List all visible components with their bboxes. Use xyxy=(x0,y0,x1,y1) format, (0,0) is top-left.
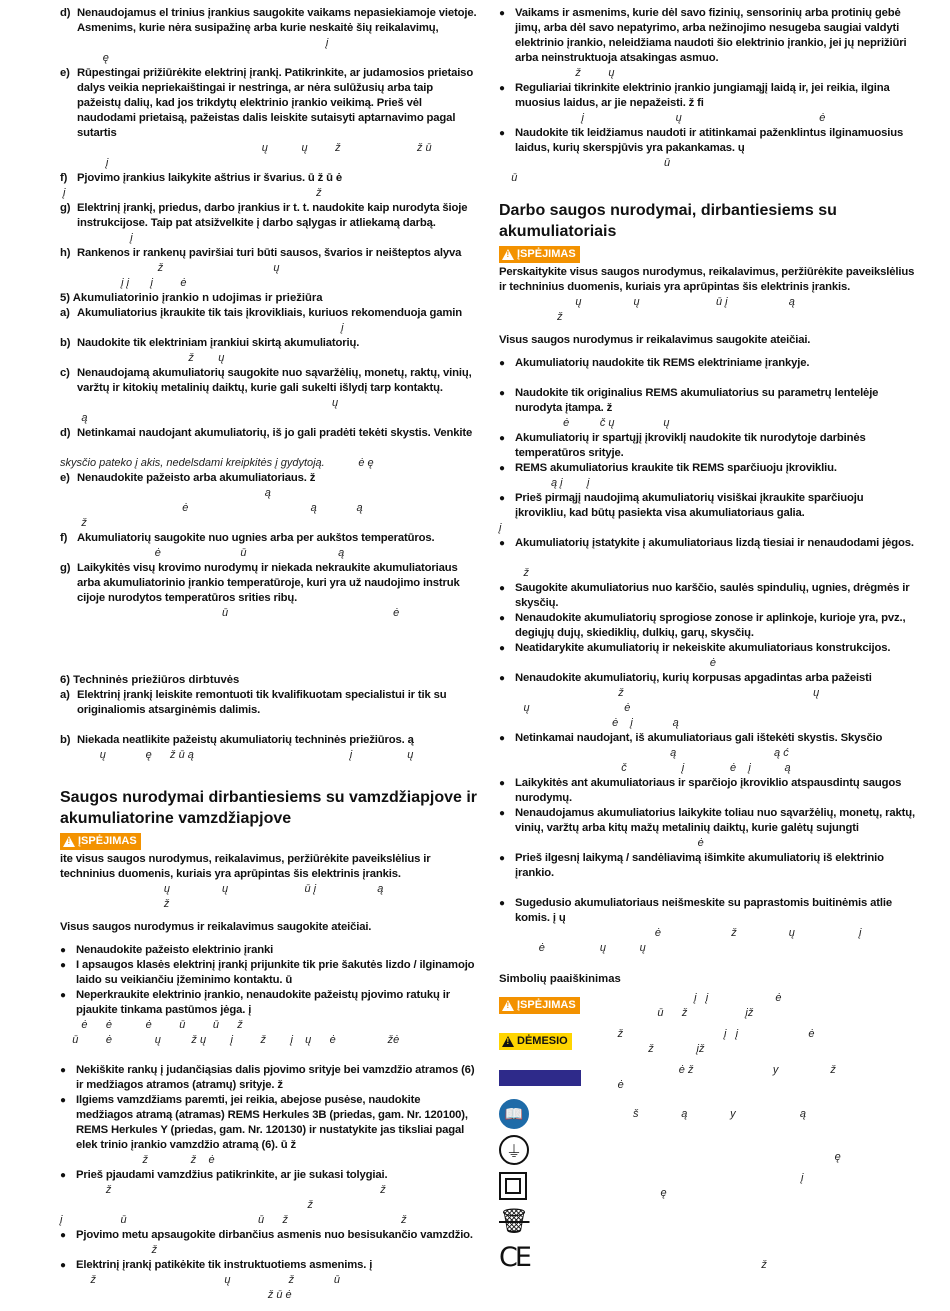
text-fragment: į į į ė xyxy=(60,277,187,289)
bullet-item xyxy=(60,1063,478,1093)
section-6-title: 6) Techninės priežiūros dirbtuvės xyxy=(60,674,240,686)
text-fragment: ė xyxy=(499,657,716,669)
bullet-item xyxy=(499,611,915,641)
text-fragment: ž ų xyxy=(499,67,615,79)
warning-badge xyxy=(499,997,580,1014)
item-text: Nenaudokite pažeisto arba akumuliatoriaus. ž xyxy=(77,472,316,484)
bullet-text: Saugokite akumuliatorius nuo karščio, saulės spindulių, ugnies, drėgmės ir skysčių. xyxy=(515,582,910,609)
legend-description xyxy=(581,991,915,1021)
text-fragment xyxy=(60,621,478,636)
bullet-icon: ● xyxy=(499,643,505,654)
item-marker: a) xyxy=(60,689,70,701)
text-fragment: ž ž ė xyxy=(60,1154,215,1166)
text-fragment: ų ų ū į ą xyxy=(60,883,384,895)
legend-row xyxy=(499,1135,915,1165)
text-fragment: ž xyxy=(499,567,529,579)
list-item xyxy=(60,471,478,486)
bullet-icon: ● xyxy=(499,538,505,549)
item-text: Akumuliatorius įkraukite tik tais įkrovikliais, kuriuos rekomenduoja gamin xyxy=(77,307,463,319)
legend-row xyxy=(499,1207,915,1237)
bullet-item xyxy=(499,581,915,611)
text-fragment: ų ę ž ū ą į ų xyxy=(60,749,414,761)
bullet-item xyxy=(60,1093,478,1153)
bullet-item xyxy=(499,806,915,836)
bullet-text: Laikykitės ant akumuliatoriaus ir sparčiojo įkroviklio atspausdintų saugos nurodymų. xyxy=(515,777,902,804)
item-marker: f) xyxy=(60,532,68,544)
legend-row xyxy=(499,1099,915,1129)
bullet-item xyxy=(499,491,915,521)
bullet-text: Nekiškite rankų į judančiąsias dalis pjovimo srityje bei vamzdžio atramos (6) ir medžiagos atramos (atramų) srityje. ž xyxy=(76,1064,475,1091)
battery-safety-title: Darbo saugos nurodymai, dirbantiesiems su akumuliatoriais xyxy=(499,202,837,240)
bullet-item xyxy=(499,6,915,66)
bullet-icon: ● xyxy=(499,853,505,864)
warning-label: ĮSPĖJIMAS xyxy=(517,248,576,260)
bullet-icon: ● xyxy=(499,673,505,684)
bullet-item xyxy=(499,851,915,881)
text-fragment: į xyxy=(581,1172,804,1184)
bullet-item xyxy=(499,356,915,371)
text-fragment: ą xyxy=(60,487,271,499)
bullet-item xyxy=(60,943,478,958)
bullet-text: Vaikams ir asmenims, kurie dėl savo fizinių, sensorinių arba protinių gebė jimų, arba dėl savo nepatyrimo, arba nežinojimo nesugeba saugiai valdyti elektrinio įrankio, neleidžiama naudoti šio elektrinio įrankio, jei jų neprižiūri arba neinstruktuoja atsakingas asmuo. xyxy=(515,7,907,64)
legend-symbol xyxy=(499,1172,581,1200)
bullet-icon: ● xyxy=(499,8,505,19)
text-fragment: ė ė ė ū ū ž xyxy=(60,1019,243,1031)
text-fragment: ž ų ž ū xyxy=(60,1274,340,1286)
text-fragment xyxy=(499,881,915,896)
bullet-icon: ● xyxy=(60,1170,66,1181)
item-text: Elektrinį įrankį leiskite remontuoti tik kvalifikuotam specialistui ir tik su originaliomis atsarginėmis dalimis. xyxy=(77,689,447,716)
bullet-text: REMS akumuliatorius kraukite tik REMS sparčiuoju įkrovikliu. xyxy=(515,462,837,474)
text-fragment xyxy=(581,1135,915,1150)
text-fragment: ę xyxy=(60,52,109,64)
earth-icon: ⏚ xyxy=(499,1135,529,1165)
text-fragment: ą xyxy=(60,412,88,424)
text-fragment: ž xyxy=(60,898,170,910)
bullet-icon: ● xyxy=(499,613,505,624)
legend-symbol xyxy=(499,997,581,1016)
item-marker: d) xyxy=(60,7,71,19)
bullet-item xyxy=(499,536,915,551)
bullet-icon: ● xyxy=(60,960,66,971)
bullet-text: Sugedusio akumuliatoriaus neišmeskite su paprastomis buitinėmis atlie komis. į ų xyxy=(515,897,892,924)
text-fragment: ą į į xyxy=(499,477,590,489)
text-fragment: ę xyxy=(581,1151,841,1163)
item-text: Netinkamai naudojant akumuliatorių, iš jo gali pradėti tekėti skystis. Venkite xyxy=(77,427,473,439)
bullet-item xyxy=(499,126,915,156)
bullet-item xyxy=(499,896,915,926)
legend-symbol xyxy=(499,1033,581,1052)
list-item xyxy=(60,6,478,36)
cable-safety-bullets xyxy=(499,6,915,186)
text-fragment: ž ų xyxy=(60,352,225,364)
text-fragment: ų ė xyxy=(499,702,631,714)
text-fragment: č į ė į ą xyxy=(499,762,791,774)
bullet-text: Neperkraukite elektrinio įrankio, nenaudokite pažeistų pjovimo ratukų ir pjaukite tinkama pastūmos jėga. į xyxy=(76,989,451,1016)
text-fragment: ė č ų ų xyxy=(499,417,670,429)
pipe-cutter-bullets xyxy=(60,943,478,1303)
warning-label: ĮSPĖJIMAS xyxy=(78,835,137,847)
bullet-icon: ● xyxy=(499,128,505,139)
bullet-item xyxy=(60,988,478,1018)
text-fragment: ū ž įž xyxy=(581,1007,754,1019)
legend-symbol xyxy=(499,1135,581,1165)
warning-triangle-icon xyxy=(502,1000,514,1011)
bullet-text: Akumuliatorių ir spartųjį įkroviklį naudokite tik nurodytoje darbinės temperatūros srityje. xyxy=(515,432,866,459)
bullet-icon: ● xyxy=(499,358,505,369)
text-fragment: ž xyxy=(60,517,87,529)
ce-mark: CE xyxy=(499,1242,529,1273)
item-marker: c) xyxy=(60,367,70,379)
list-item xyxy=(60,688,478,718)
text-fragment: ž įž xyxy=(581,1043,705,1055)
bullet-icon: ● xyxy=(60,1095,66,1106)
legend-symbol xyxy=(499,1070,581,1086)
caution-badge xyxy=(499,1033,572,1050)
text-fragment: ū xyxy=(499,157,671,169)
warning-label: ĮSPĖJIMAS xyxy=(517,998,576,1011)
item-marker: a) xyxy=(60,307,70,319)
text-fragment: ū xyxy=(499,172,518,184)
text-fragment: š ą y ą xyxy=(581,1107,806,1120)
legend-description xyxy=(581,1027,915,1057)
item-text: Pjovimo įrankius laikykite aštrius ir švarius. ū ž ū ė xyxy=(77,172,343,184)
bullet-icon: ● xyxy=(60,1260,66,1271)
list-item xyxy=(60,531,478,546)
read-manual-icon: 📖 xyxy=(499,1099,529,1129)
bullet-text: Pjovimo metu apsaugokite dirbančius asmenis nuo besisukančio vamzdžio. xyxy=(76,1229,473,1241)
bullet-icon: ● xyxy=(499,583,505,594)
text-fragment xyxy=(60,636,478,651)
item-marker: b) xyxy=(60,337,71,349)
text-fragment: į xyxy=(60,157,109,169)
text-fragment: ų ų ž ž ū xyxy=(60,142,432,154)
service-items xyxy=(60,688,478,763)
bullet-icon: ● xyxy=(60,945,66,956)
bullet-icon: ● xyxy=(499,778,505,789)
item-marker: f) xyxy=(60,172,68,184)
text-fragment xyxy=(581,1243,915,1258)
list-item xyxy=(60,171,478,186)
text-fragment: į xyxy=(60,322,344,334)
bullet-item xyxy=(499,671,915,686)
item-marker: e) xyxy=(60,472,70,484)
list-item xyxy=(60,426,478,441)
item-marker: h) xyxy=(60,247,71,259)
bullet-icon: ● xyxy=(499,808,505,819)
general-safety-items xyxy=(60,6,478,291)
pipe-intro: ite visus saugos nurodymus, reikalavimus, peržiūrėkite paveikslėlius ir techninius duomenis, kuriais yra aprūpintas šis elektrinis įrankis. xyxy=(60,853,431,880)
bullet-text: Akumuliatorių naudokite tik REMS elektriniame įrankyje. xyxy=(515,357,810,369)
item-text: Elektrinį įrankį, priedus, darbo įrankius ir t. t. naudokite kaip nurodyta šioje instrukcijose. Taip pat atsižvelkite į darbo sąlygas ir atliekamą darbą. xyxy=(77,202,468,229)
battery-bullets xyxy=(499,356,915,956)
text-fragment: ž ų xyxy=(499,687,820,699)
bullet-item xyxy=(60,1228,478,1243)
text-fragment: ų xyxy=(60,397,339,409)
bullet-item xyxy=(60,1168,478,1183)
bullet-text: Nenaudokite akumuliatorių sprogiose zonose ir aplinkoje, kurioje yra, pvz., degiųjų dujų, skiediklių, dulkių, garų, skysčių. xyxy=(515,612,906,639)
item-text: Rankenos ir rankenų paviršiai turi būti sausos, švarios ir neišteptos alyva xyxy=(77,247,462,259)
bullet-icon: ● xyxy=(499,83,505,94)
bullet-icon: ● xyxy=(499,898,505,909)
bullet-text: I apsaugos klasės elektrinį įrankį prijunkite tik prie šakutės lizdo / ilginamojo laido su veikiančiu įžeminimo kontaktu. ū xyxy=(76,959,475,986)
text-fragment xyxy=(60,441,478,456)
bullet-icon: ● xyxy=(499,733,505,744)
text-fragment: ū ė xyxy=(60,607,400,619)
bullet-text: Elektrinį įrankį patikėkite tik instruktuotiems asmenims. į xyxy=(76,1259,373,1271)
text-fragment: ą ą ć xyxy=(499,747,789,759)
class-ii-icon xyxy=(499,1172,527,1200)
warning-triangle-icon xyxy=(502,1036,514,1047)
text-fragment: ė xyxy=(499,837,704,849)
text-fragment: į ū ū ž ž xyxy=(60,1214,407,1226)
legend-description xyxy=(581,1063,915,1093)
text-fragment: ė ū ą xyxy=(60,547,345,559)
list-item xyxy=(60,336,478,351)
bullet-text: Nenaudokite akumuliatorių, kurių korpusas apgadintas arba pažeisti xyxy=(515,672,872,684)
text-fragment: ė xyxy=(581,1079,624,1091)
text-fragment: ė ž y ž xyxy=(581,1064,836,1076)
text-fragment: ž ū ė xyxy=(60,1289,292,1301)
text-fragment: į ų ė xyxy=(499,112,826,124)
text-fragment: ž į į ė xyxy=(581,1028,815,1040)
legend-description xyxy=(581,1107,915,1122)
bullet-text: Prieš ilgesnį laikymą / sandėliavimą išimkite akumuliatorių iš elektrinio įrankio. xyxy=(515,852,884,879)
section-5-title: 5) Akumuliatorinio įrankio n udojimas ir priežiūra xyxy=(60,292,323,304)
bullet-text: Ilgiems vamzdžiams paremti, jei reikia, abejose pusėse, naudokite medžiagos atramą (atramas) REMS Herkules 3B (priedas, gam. Nr. 120100), REMS Herkules Y (priedas, gam. Nr. 120130) ir nustatykite jas tiksliai pagal elek trinio įrankio vamzdžio atramą (6). ū ž xyxy=(76,1094,468,1151)
legend-symbol xyxy=(499,1099,581,1129)
notice-bar xyxy=(499,1070,581,1086)
list-item xyxy=(60,561,478,606)
text-fragment xyxy=(499,371,915,386)
bullet-text: Nenaudojamus akumuliatorius laikykite toliau nuo sąvaržėlių, monetų, raktų, vinių, varžtų arba kitų mažų metalinių daiktų, kurie galėtų sujungti xyxy=(515,807,915,834)
bullet-icon: ● xyxy=(60,1230,66,1241)
item-text: Nenaudojamą akumuliatorių saugokite nuo sąvaržėlių, monetų, raktų, vinių, varžtų ir kitokių metalinių daiktų, kurie gali sukelti išlydį tarp kontaktų. xyxy=(77,367,472,394)
text-fragment: ę xyxy=(581,1187,667,1199)
text-fragment: skysčio pateko į akis, nedelsdami kreipkitės į gydytoją. ė ę xyxy=(60,457,374,469)
legend-description xyxy=(581,1135,915,1165)
text-fragment: ž xyxy=(581,1259,767,1271)
text-fragment xyxy=(499,551,915,566)
bullet-item xyxy=(499,461,915,476)
text-fragment: į xyxy=(60,37,329,49)
text-fragment: ė į ą xyxy=(499,717,679,729)
bullet-icon: ● xyxy=(60,1065,66,1076)
legend-row xyxy=(499,1027,915,1057)
item-marker: g) xyxy=(60,562,71,574)
legend-row xyxy=(499,1243,915,1273)
text-fragment: ž ž xyxy=(60,1184,386,1196)
weee-icon: 🗑 xyxy=(499,1208,530,1235)
bullet-item xyxy=(499,386,915,416)
item-marker: b) xyxy=(60,734,71,746)
warning-triangle-icon xyxy=(63,836,75,847)
legend-row xyxy=(499,1063,915,1093)
list-item xyxy=(60,66,478,141)
legend-description xyxy=(581,1171,915,1201)
item-marker: d) xyxy=(60,427,71,439)
item-text: Niekada neatlikite pažeistų akumuliatorių techninės priežiūros. ą xyxy=(77,734,414,746)
text-fragment: ž xyxy=(60,1244,158,1256)
legend-row xyxy=(499,991,915,1021)
bullet-text: Nenaudokite pažeisto elektrinio įranki xyxy=(76,944,274,956)
battery-keep-instructions: Visus saugos nurodymus ir reikalavimus saugokite ateičiai. xyxy=(499,334,811,346)
caution-label: DĖMESIO xyxy=(517,1034,568,1047)
warning-badge xyxy=(60,833,141,850)
text-fragment: į ž xyxy=(60,187,322,199)
list-item xyxy=(60,306,478,321)
item-marker: g) xyxy=(60,202,71,214)
left-column xyxy=(60,6,478,1303)
right-column xyxy=(499,6,915,1279)
bullet-text: Neatidarykite akumuliatorių ir nekeiskite akumuliatoriaus konstrukcijos. xyxy=(515,642,891,654)
bullet-text: Naudokite tik originalius REMS akumuliatorius su parametrų lentelėje nurodyta įtampa. ž xyxy=(515,387,879,414)
warning-badge xyxy=(499,246,580,263)
text-fragment: ė ą ą xyxy=(60,502,363,514)
text-fragment: ž ų xyxy=(60,262,280,274)
bullet-item xyxy=(499,81,915,111)
text-fragment: ž xyxy=(60,1199,314,1211)
item-text: Rūpestingai prižiūrėkite elektrinį įrankį. Patikrinkite, ar judamosios prietaiso dalys veikia nepriekaištingai ir nestringa, ar nėra sulūžusių arba taip pažeistų dalių, kad jos trikdytų elektrinio įrankio veikimą. Prieš vėl naudodami prietaisą, pažeistas dalis leiskite sutaisyti aptarnavimo pagal sutartis xyxy=(77,67,474,139)
bullet-text: Prieš pjaudami vamzdžius patikrinkite, ar jie sukasi tolygiai. xyxy=(76,1169,388,1181)
bullet-item xyxy=(499,776,915,806)
list-item xyxy=(60,366,478,396)
legend-row xyxy=(499,1171,915,1201)
battery-intro: Perskaitykite visus saugos nurodymus, reikalavimus, peržiūrėkite paveikslėlius ir techninius duomenis, kuriais yra aprūpintas šis elektrinis įrankis. xyxy=(499,266,915,293)
bullet-text: Naudokite tik leidžiamus naudoti ir atitinkamai paženklintus ilginamuosius laidus, kurių skerspjūvis yra pakankamas. ų xyxy=(515,127,904,154)
legend-title: Simbolių paaiškinimas xyxy=(499,973,621,985)
list-item xyxy=(60,733,478,748)
text-fragment: ž xyxy=(499,311,563,323)
symbol-legend xyxy=(499,991,915,1273)
bullet-icon: ● xyxy=(499,493,505,504)
text-fragment: ų ų ū į ą xyxy=(499,296,795,308)
text-fragment xyxy=(581,1215,915,1230)
item-text: Nenaudojamus el trinius įrankius saugokite vaikams nepasiekiamoje vietoje. Asmenims, kurie nėra susipažinę arba kurie neskaitė šių reikalavimų, xyxy=(77,7,477,34)
legend-description xyxy=(581,1243,915,1273)
list-item xyxy=(60,201,478,231)
pipe-cutter-safety-title: Saugos nurodymai dirbantiesiems su vamzdžiapjove ir akumuliatorine vamzdžiapjove xyxy=(60,789,478,827)
item-text: Laikykitės visų krovimo nurodymų ir niekada nekraukite akumuliatoriaus arba akumuliatorinio įrankio temperatūroje, kuri yra už naudojimo instruk cijoje nurodytos temperatūros srities ribų. xyxy=(77,562,460,604)
bullet-icon: ● xyxy=(60,990,66,1001)
bullet-item xyxy=(60,958,478,988)
bullet-icon: ● xyxy=(499,463,505,474)
bullet-icon: ● xyxy=(499,388,505,399)
bullet-item xyxy=(499,641,915,656)
text-fragment xyxy=(60,718,478,733)
bullet-text: Prieš pirmąjį naudojimą akumuliatorių visiškai įkraukite sparčiuoju įkrovikliu, kad būtų pasiekta visa akumuliatoriaus galia. xyxy=(515,492,864,519)
item-text: Akumuliatorių saugokite nuo ugnies arba per aukštos temperatūros. xyxy=(77,532,435,544)
item-marker: e) xyxy=(60,67,70,79)
battery-tool-items xyxy=(60,306,478,651)
list-item xyxy=(60,246,478,261)
bullet-item xyxy=(499,731,915,746)
bullet-text: Netinkamai naudojant, iš akumuliatoriaus gali ištekėti skystis. Skysčio xyxy=(515,732,883,744)
bullet-icon: ● xyxy=(499,433,505,444)
text-fragment: ė ų ų xyxy=(499,942,646,954)
pipe-keep-instructions: Visus saugos nurodymus ir reikalavimus saugokite ateičiai. xyxy=(60,921,372,933)
text-fragment: ū ė ų ž ų į ž į ų ė žė xyxy=(60,1034,400,1046)
bullet-text: Akumuliatorių įstatykite į akumuliatoriaus lizdą tiesiai ir nenaudodami jėgos. xyxy=(515,537,914,549)
bullet-text: Reguliariai tikrinkite elektrinio įrankio jungiamąjį laidą ir, jei reikia, ilgina muosius laidus, ar jie nepažeisti. ž fi xyxy=(515,82,890,109)
legend-symbol xyxy=(499,1244,581,1272)
text-fragment xyxy=(60,1048,478,1063)
text-fragment: į xyxy=(60,232,133,244)
bullet-item xyxy=(499,431,915,461)
bullet-item xyxy=(60,1258,478,1273)
text-fragment: ė ž ų į xyxy=(499,927,862,939)
text-fragment: į į ė xyxy=(581,992,782,1004)
legend-description xyxy=(581,1215,915,1230)
item-text: Naudokite tik elektriniam įrankiui skirtą akumuliatorių. xyxy=(77,337,360,349)
warning-triangle-icon xyxy=(502,249,514,260)
legend-symbol xyxy=(499,1207,581,1237)
text-fragment: į xyxy=(499,522,502,534)
